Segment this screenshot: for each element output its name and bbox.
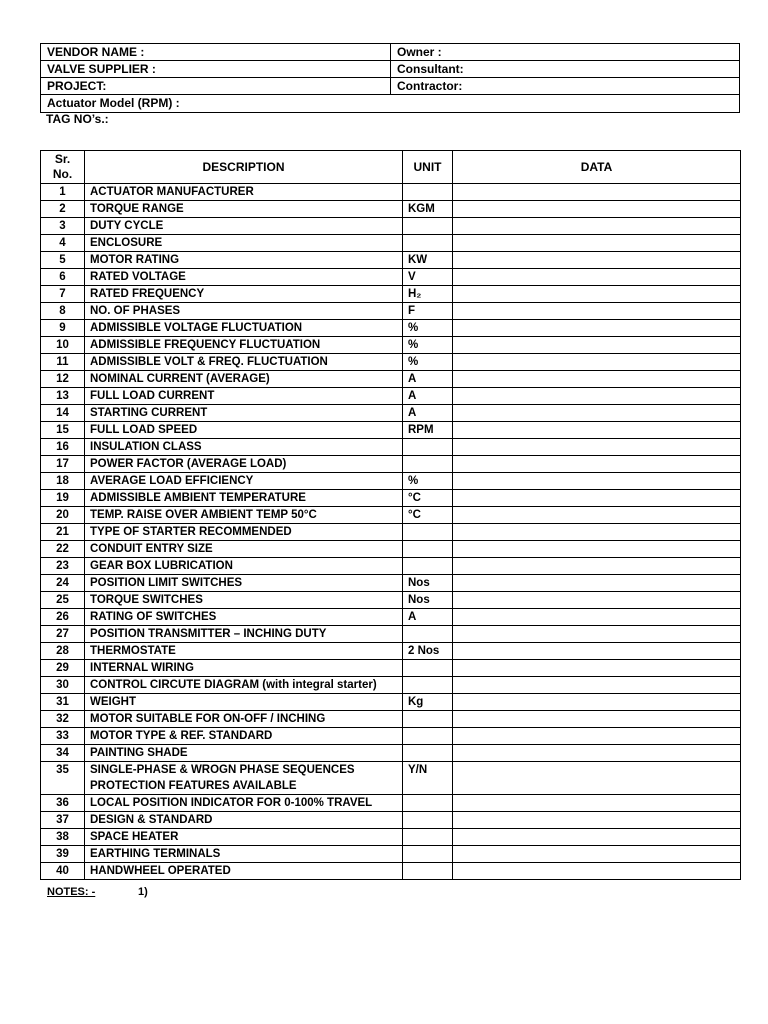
row-description: PAINTING SHADE: [85, 745, 403, 762]
row-sr-no: 36: [41, 795, 85, 812]
row-description: LOCAL POSITION INDICATOR FOR 0-100% TRAVEL: [85, 795, 403, 812]
row-data-cell[interactable]: [453, 320, 741, 337]
header-row-project: [41, 78, 739, 95]
row-unit: KW: [403, 252, 453, 269]
row-description: RATED VOLTAGE: [85, 269, 403, 286]
row-data-cell[interactable]: [453, 745, 741, 762]
header-row-actuator: [41, 95, 739, 112]
row-description: TORQUE SWITCHES: [85, 592, 403, 609]
row-description: FULL LOAD CURRENT: [85, 388, 403, 405]
row-data-cell[interactable]: [453, 846, 741, 863]
table-row: [41, 371, 741, 388]
row-unit: [403, 439, 453, 456]
row-description: RATED FREQUENCY: [85, 286, 403, 303]
table-row: [41, 643, 741, 660]
row-description: THERMOSTATE: [85, 643, 403, 660]
row-sr-no: 11: [41, 354, 85, 371]
row-unit: °C: [403, 507, 453, 524]
row-data-cell[interactable]: [453, 388, 741, 405]
row-description: INTERNAL WIRING: [85, 660, 403, 677]
row-description: ADMISSIBLE VOLTAGE FLUCTUATION: [85, 320, 403, 337]
unit-header: UNIT: [403, 151, 453, 184]
table-row: [41, 218, 741, 235]
row-unit: [403, 745, 453, 762]
project-label: PROJECT:: [41, 78, 391, 94]
header-info-block: [40, 43, 740, 113]
table-row: [41, 507, 741, 524]
row-sr-no: 17: [41, 456, 85, 473]
table-row: [41, 422, 741, 439]
row-data-cell[interactable]: [453, 439, 741, 456]
tag-nos-label: TAG NO’s.:: [46, 112, 109, 126]
row-description: MOTOR RATING: [85, 252, 403, 269]
row-sr-no: 21: [41, 524, 85, 541]
row-data-cell[interactable]: [453, 524, 741, 541]
row-sr-no: 33: [41, 728, 85, 745]
row-unit: Nos: [403, 592, 453, 609]
row-sr-no: 35: [41, 762, 85, 795]
row-unit: KGM: [403, 201, 453, 218]
row-description: WEIGHT: [85, 694, 403, 711]
row-data-cell[interactable]: [453, 592, 741, 609]
row-sr-no: 18: [41, 473, 85, 490]
row-unit: V: [403, 269, 453, 286]
row-data-cell[interactable]: [453, 609, 741, 626]
owner-label: Owner :: [397, 45, 442, 59]
row-unit: [403, 795, 453, 812]
row-sr-no: 40: [41, 863, 85, 880]
table-row: [41, 269, 741, 286]
row-unit: [403, 541, 453, 558]
row-description: POSITION LIMIT SWITCHES: [85, 575, 403, 592]
table-row: [41, 201, 741, 218]
row-unit: [403, 524, 453, 541]
row-sr-no: 3: [41, 218, 85, 235]
row-data-cell[interactable]: [453, 829, 741, 846]
row-unit: [403, 235, 453, 252]
row-sr-no: 27: [41, 626, 85, 643]
row-data-cell[interactable]: [453, 643, 741, 660]
vendor-name-label: VENDOR NAME :: [41, 44, 391, 60]
row-unit: [403, 829, 453, 846]
row-description: MOTOR TYPE & REF. STANDARD: [85, 728, 403, 745]
table-row: [41, 762, 741, 795]
table-row: [41, 745, 741, 762]
row-data-cell[interactable]: [453, 660, 741, 677]
row-data-cell[interactable]: [453, 218, 741, 235]
row-data-cell[interactable]: [453, 626, 741, 643]
row-sr-no: 8: [41, 303, 85, 320]
row-data-cell[interactable]: [453, 728, 741, 745]
contractor-label: Contractor:: [397, 79, 463, 93]
consultant-label: Consultant:: [397, 62, 464, 76]
table-row: [41, 388, 741, 405]
row-description: INSULATION CLASS: [85, 439, 403, 456]
row-description: AVERAGE LOAD EFFICIENCY: [85, 473, 403, 490]
row-description: ADMISSIBLE FREQUENCY FLUCTUATION: [85, 337, 403, 354]
row-description: CONTROL CIRCUTE DIAGRAM (with integral starter): [85, 677, 403, 694]
row-sr-no: 12: [41, 371, 85, 388]
row-data-cell[interactable]: [453, 812, 741, 829]
row-data-cell[interactable]: [453, 405, 741, 422]
row-sr-no: 10: [41, 337, 85, 354]
row-sr-no: 7: [41, 286, 85, 303]
row-description: CONDUIT ENTRY SIZE: [85, 541, 403, 558]
row-unit: Y/N: [403, 762, 453, 795]
table-row: [41, 184, 741, 201]
table-row: [41, 303, 741, 320]
table-row: [41, 592, 741, 609]
table-row: [41, 677, 741, 694]
table-body: [41, 184, 741, 880]
row-unit: [403, 558, 453, 575]
row-data-cell[interactable]: [453, 575, 741, 592]
row-description: RATING OF SWITCHES: [85, 609, 403, 626]
row-sr-no: 25: [41, 592, 85, 609]
row-data-cell[interactable]: [453, 795, 741, 812]
row-unit: [403, 456, 453, 473]
table-row: [41, 609, 741, 626]
data-header: DATA: [453, 151, 741, 184]
table-row: [41, 320, 741, 337]
row-data-cell[interactable]: [453, 252, 741, 269]
row-unit: [403, 626, 453, 643]
table-row: [41, 575, 741, 592]
row-data-cell[interactable]: [453, 863, 741, 880]
table-row: [41, 626, 741, 643]
table-header-row: [41, 151, 741, 184]
table-row: [41, 252, 741, 269]
row-sr-no: 29: [41, 660, 85, 677]
table-row: [41, 235, 741, 252]
row-data-cell[interactable]: [453, 184, 741, 201]
row-sr-no: 13: [41, 388, 85, 405]
row-data-cell[interactable]: [453, 507, 741, 524]
row-data-cell[interactable]: [453, 677, 741, 694]
row-unit: [403, 677, 453, 694]
row-sr-no: 37: [41, 812, 85, 829]
row-description: POSITION TRANSMITTER – INCHING DUTY: [85, 626, 403, 643]
row-sr-no: 23: [41, 558, 85, 575]
row-description: TORQUE RANGE: [85, 201, 403, 218]
row-unit: A: [403, 388, 453, 405]
row-description: NO. OF PHASES: [85, 303, 403, 320]
row-sr-no: 30: [41, 677, 85, 694]
row-data-cell[interactable]: [453, 762, 741, 795]
row-data-cell[interactable]: [453, 269, 741, 286]
row-sr-no: 22: [41, 541, 85, 558]
table-row: [41, 405, 741, 422]
table-row: [41, 812, 741, 829]
row-data-cell[interactable]: [453, 711, 741, 728]
table-row: [41, 660, 741, 677]
row-description: FULL LOAD SPEED: [85, 422, 403, 439]
row-unit: [403, 660, 453, 677]
table-row: [41, 354, 741, 371]
row-data-cell[interactable]: [453, 371, 741, 388]
row-unit: [403, 711, 453, 728]
row-data-cell[interactable]: [453, 541, 741, 558]
row-description: HANDWHEEL OPERATED: [85, 863, 403, 880]
row-description: TYPE OF STARTER RECOMMENDED: [85, 524, 403, 541]
row-unit: A: [403, 609, 453, 626]
row-data-cell[interactable]: [453, 354, 741, 371]
row-unit: [403, 863, 453, 880]
row-data-cell[interactable]: [453, 235, 741, 252]
row-unit: °C: [403, 490, 453, 507]
row-description: SINGLE-PHASE & WROGN PHASE SEQUENCES PROTECTION FEATURES AVAILABLE: [85, 762, 403, 795]
row-sr-no: 1: [41, 184, 85, 201]
row-unit: [403, 728, 453, 745]
row-unit: F: [403, 303, 453, 320]
table-row: [41, 524, 741, 541]
row-unit: [403, 846, 453, 863]
row-data-cell[interactable]: [453, 694, 741, 711]
valve-supplier-label: VALVE SUPPLIER :: [41, 61, 391, 77]
row-description: ADMISSIBLE VOLT & FREQ. FLUCTUATION: [85, 354, 403, 371]
row-data-cell[interactable]: [453, 337, 741, 354]
row-data-cell[interactable]: [453, 456, 741, 473]
row-description: NOMINAL CURRENT (AVERAGE): [85, 371, 403, 388]
row-data-cell[interactable]: [453, 490, 741, 507]
note-item-1: 1): [138, 886, 148, 898]
row-sr-no: 5: [41, 252, 85, 269]
table-row: [41, 829, 741, 846]
row-data-cell[interactable]: [453, 303, 741, 320]
description-header: DESCRIPTION: [85, 151, 403, 184]
table-row: [41, 728, 741, 745]
table-row: [41, 490, 741, 507]
row-sr-no: 31: [41, 694, 85, 711]
table-row: [41, 286, 741, 303]
row-description: DUTY CYCLE: [85, 218, 403, 235]
row-sr-no: 28: [41, 643, 85, 660]
row-sr-no: 16: [41, 439, 85, 456]
row-description: POWER FACTOR (AVERAGE LOAD): [85, 456, 403, 473]
header-row-vendor: [41, 44, 739, 61]
row-sr-no: 39: [41, 846, 85, 863]
row-description: ACTUATOR MANUFACTURER: [85, 184, 403, 201]
table-row: [41, 795, 741, 812]
row-sr-no: 19: [41, 490, 85, 507]
row-sr-no: 20: [41, 507, 85, 524]
row-sr-no: 38: [41, 829, 85, 846]
row-sr-no: 34: [41, 745, 85, 762]
row-sr-no: 26: [41, 609, 85, 626]
notes-label: NOTES: -: [47, 886, 96, 898]
row-description: GEAR BOX LUBRICATION: [85, 558, 403, 575]
row-unit: [403, 184, 453, 201]
row-data-cell[interactable]: [453, 473, 741, 490]
row-description: EARTHING TERMINALS: [85, 846, 403, 863]
row-sr-no: 14: [41, 405, 85, 422]
row-unit: Kg: [403, 694, 453, 711]
row-sr-no: 24: [41, 575, 85, 592]
table-row: [41, 558, 741, 575]
row-description: DESIGN & STANDARD: [85, 812, 403, 829]
row-data-cell[interactable]: [453, 558, 741, 575]
table-row: [41, 863, 741, 880]
actuator-model-label: Actuator Model (RPM) :: [47, 96, 180, 110]
row-data-cell[interactable]: [453, 201, 741, 218]
row-description: STARTING CURRENT: [85, 405, 403, 422]
row-unit: %: [403, 320, 453, 337]
row-sr-no: 6: [41, 269, 85, 286]
row-description: TEMP. RAISE OVER AMBIENT TEMP 50°C: [85, 507, 403, 524]
row-unit: %: [403, 354, 453, 371]
row-sr-no: 32: [41, 711, 85, 728]
row-unit: RPM: [403, 422, 453, 439]
table-row: [41, 439, 741, 456]
table-row: [41, 846, 741, 863]
row-description: ENCLOSURE: [85, 235, 403, 252]
row-unit: A: [403, 371, 453, 388]
table-row: [41, 541, 741, 558]
row-description: MOTOR SUITABLE FOR ON-OFF / INCHING: [85, 711, 403, 728]
row-sr-no: 15: [41, 422, 85, 439]
row-unit: [403, 812, 453, 829]
row-sr-no: 4: [41, 235, 85, 252]
row-description: ADMISSIBLE AMBIENT TEMPERATURE: [85, 490, 403, 507]
row-unit: %: [403, 337, 453, 354]
row-unit: %: [403, 473, 453, 490]
table-row: [41, 456, 741, 473]
row-unit: H₂: [403, 286, 453, 303]
header-row-supplier: [41, 61, 739, 78]
row-data-cell[interactable]: [453, 286, 741, 303]
row-unit: Nos: [403, 575, 453, 592]
specification-table: [40, 150, 741, 880]
row-unit: A: [403, 405, 453, 422]
row-data-cell[interactable]: [453, 422, 741, 439]
row-sr-no: 2: [41, 201, 85, 218]
row-description: SPACE HEATER: [85, 829, 403, 846]
table-row: [41, 694, 741, 711]
row-unit: [403, 218, 453, 235]
table-row: [41, 337, 741, 354]
table-row: [41, 473, 741, 490]
table-row: [41, 711, 741, 728]
row-sr-no: 9: [41, 320, 85, 337]
sr-no-header: Sr. No.: [41, 151, 85, 184]
row-unit: 2 Nos: [403, 643, 453, 660]
